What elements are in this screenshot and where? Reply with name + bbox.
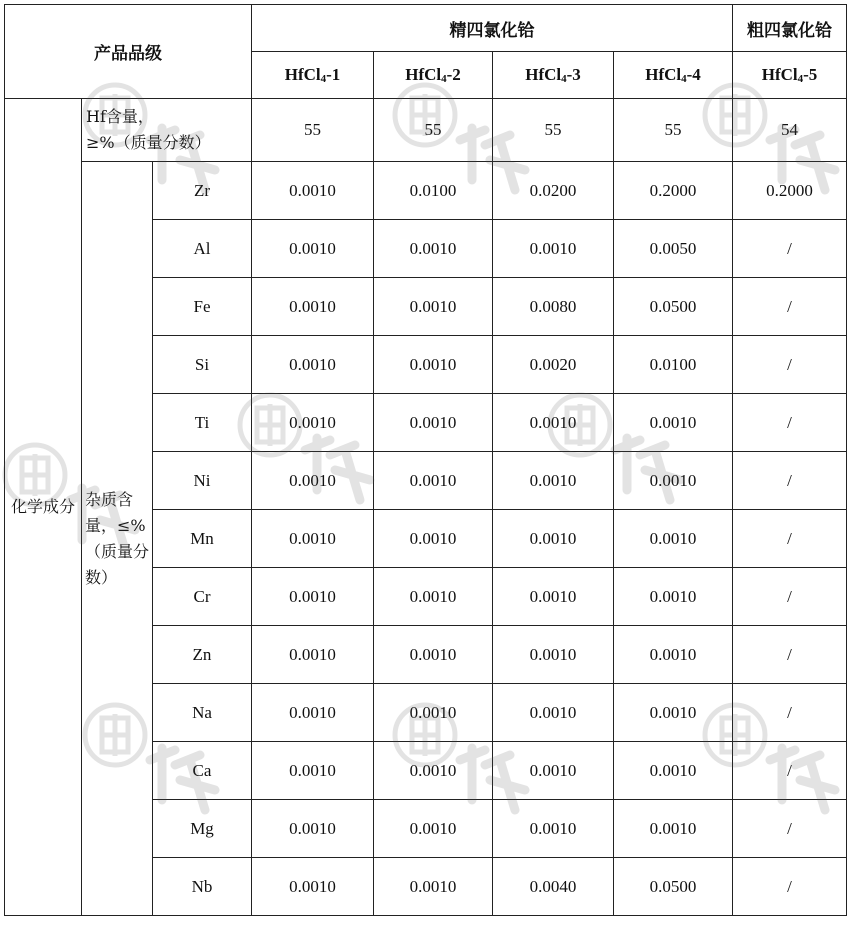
- impurity-value: 0.0010: [252, 568, 374, 626]
- chem-composition-label: 化学成分: [5, 99, 82, 916]
- impurity-element: Si: [153, 336, 252, 394]
- impurity-element: Ni: [153, 452, 252, 510]
- impurity-value: 0.0020: [493, 336, 614, 394]
- hf-value-4: 55: [614, 99, 733, 162]
- impurity-value: 0.0100: [614, 336, 733, 394]
- hf-content-row: [5, 99, 847, 162]
- impurity-value: 0.0010: [374, 568, 493, 626]
- impurity-value: 0.0010: [374, 742, 493, 800]
- impurity-value: 0.0010: [614, 394, 733, 452]
- impurity-value: 0.0010: [374, 858, 493, 916]
- impurity-value: 0.0010: [252, 800, 374, 858]
- impurity-value: 0.0010: [374, 394, 493, 452]
- impurity-value: /: [733, 336, 847, 394]
- impurity-value: 0.0010: [374, 336, 493, 394]
- impurity-element: Ca: [153, 742, 252, 800]
- impurity-value: 0.0010: [252, 626, 374, 684]
- hfcl4-spec-table: [4, 4, 847, 916]
- impurity-value: 0.2000: [733, 162, 847, 220]
- impurity-value: 0.0010: [493, 742, 614, 800]
- impurity-value: 0.0010: [374, 510, 493, 568]
- impurity-value: 0.0010: [493, 568, 614, 626]
- impurity-value: 0.0040: [493, 858, 614, 916]
- impurity-value: 0.0010: [374, 278, 493, 336]
- hf-value-3: 55: [493, 99, 614, 162]
- impurity-value: /: [733, 800, 847, 858]
- grade-col-4: HfCl$_4$-4: [614, 52, 733, 99]
- impurity-value: 0.0010: [252, 220, 374, 278]
- hf-value-5: 54: [733, 99, 847, 162]
- impurity-value: /: [733, 858, 847, 916]
- impurity-value: 0.0010: [493, 626, 614, 684]
- impurity-value: /: [733, 510, 847, 568]
- impurity-value: 0.0010: [374, 626, 493, 684]
- impurity-value: 0.0010: [614, 742, 733, 800]
- impurity-value: 0.2000: [614, 162, 733, 220]
- impurity-value: 0.0010: [374, 684, 493, 742]
- impurity-value: 0.0010: [614, 684, 733, 742]
- impurity-value: 0.0010: [614, 510, 733, 568]
- refined-header: 精四氯化铪: [252, 5, 733, 52]
- impurity-value: 0.0010: [614, 626, 733, 684]
- impurity-value: 0.0010: [252, 858, 374, 916]
- impurity-value: /: [733, 568, 847, 626]
- impurity-value: 0.0010: [252, 510, 374, 568]
- impurity-value: 0.0500: [614, 858, 733, 916]
- impurity-value: 0.0010: [493, 684, 614, 742]
- impurity-value: 0.0050: [614, 220, 733, 278]
- impurity-value: 0.0010: [374, 800, 493, 858]
- impurity-row: [5, 162, 847, 220]
- impurity-value: /: [733, 220, 847, 278]
- impurity-element: Mg: [153, 800, 252, 858]
- impurity-value: 0.0010: [493, 394, 614, 452]
- impurity-element: Zr: [153, 162, 252, 220]
- impurity-value: 0.0010: [252, 742, 374, 800]
- hf-value-2: 55: [374, 99, 493, 162]
- impurity-value: 0.0010: [252, 162, 374, 220]
- impurity-value: /: [733, 278, 847, 336]
- impurity-value: 0.0010: [493, 510, 614, 568]
- impurity-value: 0.0200: [493, 162, 614, 220]
- impurity-element: Fe: [153, 278, 252, 336]
- impurity-value: 0.0010: [493, 452, 614, 510]
- impurity-value: 0.0080: [493, 278, 614, 336]
- impurity-element: Zn: [153, 626, 252, 684]
- impurity-value: 0.0010: [252, 452, 374, 510]
- header-row-1: [5, 5, 847, 52]
- impurity-value: 0.0010: [252, 278, 374, 336]
- impurity-element: Mn: [153, 510, 252, 568]
- impurity-value: /: [733, 452, 847, 510]
- impurity-value: 0.0500: [614, 278, 733, 336]
- impurity-value: /: [733, 626, 847, 684]
- impurity-value: 0.0010: [374, 220, 493, 278]
- impurity-element: Cr: [153, 568, 252, 626]
- impurity-value: /: [733, 684, 847, 742]
- hf-value-1: 55: [252, 99, 374, 162]
- impurity-value: 0.0010: [252, 336, 374, 394]
- impurity-value: 0.0010: [374, 452, 493, 510]
- impurity-element: Nb: [153, 858, 252, 916]
- impurity-element: Al: [153, 220, 252, 278]
- impurity-value: /: [733, 394, 847, 452]
- hf-content-label: Hf含量， ≥%（质量分数）: [82, 99, 252, 162]
- impurity-value: 0.0010: [493, 220, 614, 278]
- crude-header: 粗四氯化铪: [733, 5, 847, 52]
- impurity-element: Na: [153, 684, 252, 742]
- impurity-element: Ti: [153, 394, 252, 452]
- grade-col-5: HfCl$_4$-5: [733, 52, 847, 99]
- impurity-value: 0.0010: [252, 684, 374, 742]
- impurity-value: /: [733, 742, 847, 800]
- impurity-value: 0.0010: [614, 568, 733, 626]
- grade-col-2: HfCl$_4$-2: [374, 52, 493, 99]
- grade-col-1: HfCl$_4$-1: [252, 52, 374, 99]
- impurity-content-label: 杂质含量，≤%（质量分数）: [82, 162, 153, 916]
- impurity-value: 0.0010: [252, 394, 374, 452]
- grade-header: 产品品级: [5, 5, 252, 99]
- impurity-value: 0.0010: [614, 452, 733, 510]
- impurity-value: 0.0010: [493, 800, 614, 858]
- grade-col-3: HfCl$_4$-3: [493, 52, 614, 99]
- impurity-value: 0.0010: [614, 800, 733, 858]
- impurity-value: 0.0100: [374, 162, 493, 220]
